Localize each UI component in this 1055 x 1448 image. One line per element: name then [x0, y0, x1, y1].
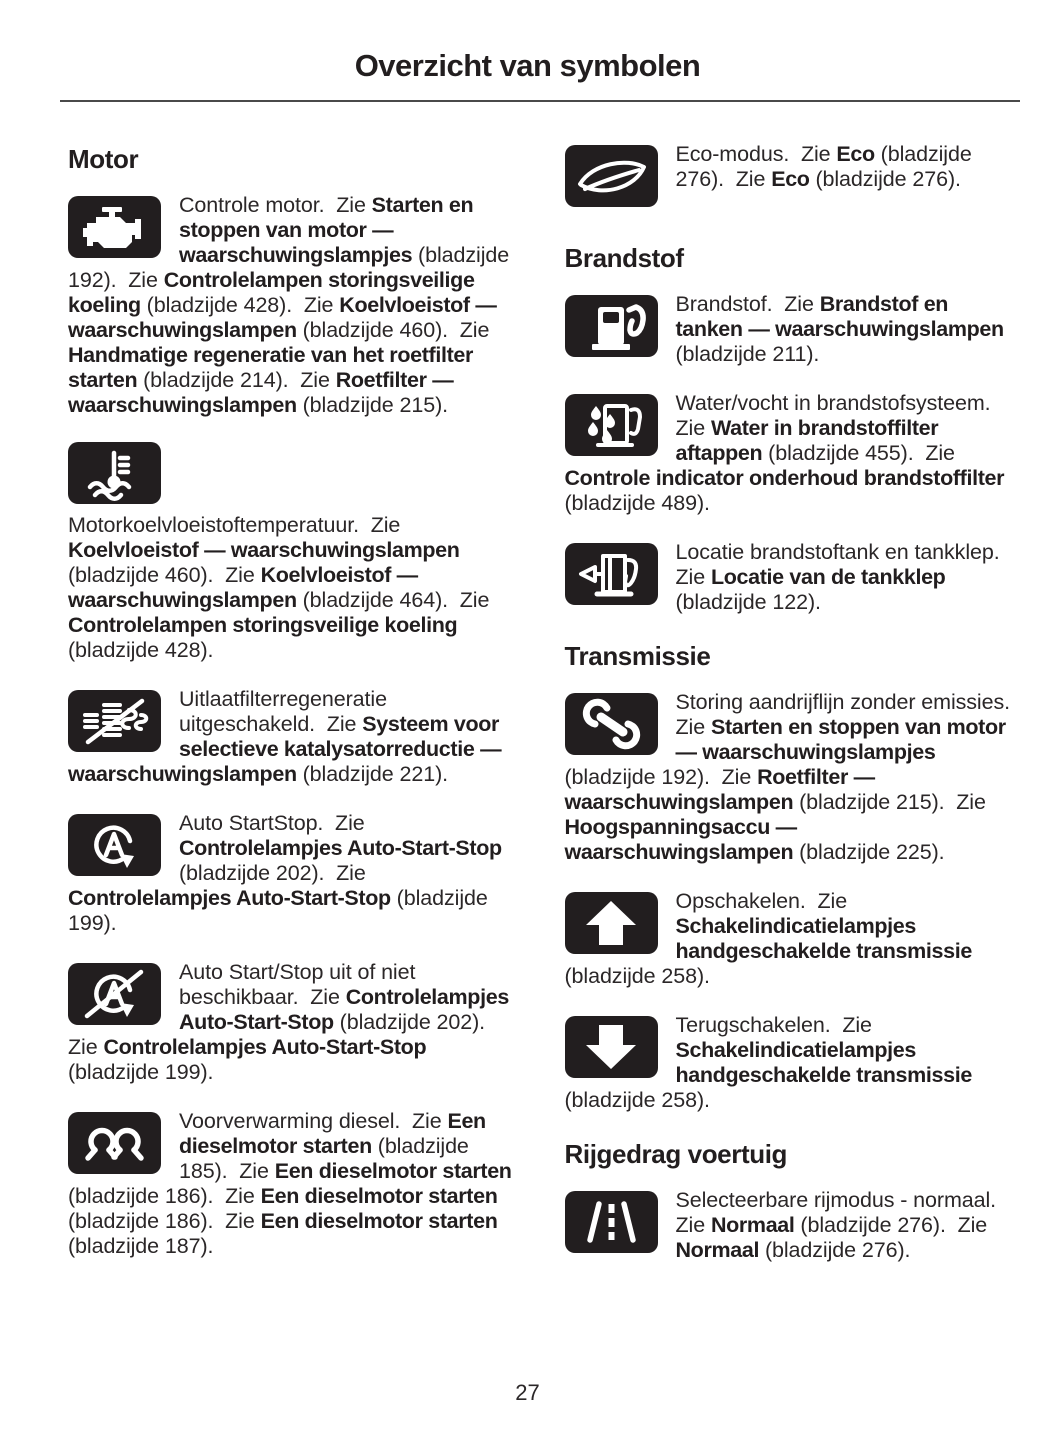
auto-start-stop-icon — [68, 814, 161, 876]
symbol-text: Uitlaatfilterregeneratie uitgeschakeld. Zie Systeem voor selectieve katalysatorreductie — waarschuwingslampen (bladzijde 221). — [68, 687, 507, 786]
section-heading-brandstof: Brandstof — [564, 243, 684, 273]
symbol-entry-check-engine — [68, 193, 523, 418]
symbol-description — [565, 292, 1020, 367]
symbol-entry-powertrain-fault — [565, 690, 1020, 865]
symbol-description — [68, 193, 523, 418]
symbol-text: Locatie brandstoftank en tankklep. Zie Locatie van de tankklep (bladzijde 122). — [675, 540, 1012, 614]
symbol-description — [565, 1188, 1020, 1263]
page-number: 27 — [515, 1380, 540, 1405]
symbol-entry-downshift — [565, 1013, 1020, 1113]
symbol-entry-fuel — [565, 292, 1020, 367]
left-column — [68, 142, 523, 1287]
symbol-description — [68, 1109, 523, 1259]
symbol-entry-water-in-fuel — [565, 391, 1020, 516]
fuel-pump-icon — [565, 295, 658, 357]
symbol-description — [565, 690, 1020, 865]
check-engine-icon — [68, 196, 161, 258]
symbol-entry-auto-start-stop — [68, 811, 523, 936]
symbol-description — [68, 811, 523, 936]
auto-start-stop-off-icon — [68, 963, 161, 1025]
symbol-text: Selecteerbare rijmodus - normaal. Zie Normaal (bladzijde 276). Zie Normaal (bladzijde 276). — [675, 1188, 1008, 1262]
water-in-fuel-icon — [565, 394, 658, 456]
section-heading-transmissie: Transmissie — [564, 641, 711, 671]
right-column — [565, 142, 1020, 1287]
page-title: Overzicht van symbolen — [354, 48, 701, 83]
fuel-tank-location-icon — [565, 543, 658, 605]
two-column-layout — [68, 142, 1022, 1287]
symbol-text: Controle motor. Zie Starten en stoppen van motor — waarschuwingslampjes (bladzijde 192). Zie Controlelampen storingsveilige koeling (bladzijde 428). Zie Koelvloeistof — waarschuwingslampen (bladzijde 460). Zie Handmatige regeneratie van het roetfilter starten (bladzijde 214). Zie Roetfilter — waarschuwingslampen (bladzijde 215). — [68, 193, 515, 417]
symbol-entry-upshift — [565, 889, 1020, 989]
symbol-entry-fuel-tank-location — [565, 540, 1020, 615]
symbol-text: Terugschakelen. Zie Schakelindicatielampjes handgeschakelde transmissie (bladzijde 258). — [564, 1013, 978, 1112]
downshift-arrow-icon — [565, 1016, 658, 1078]
symbol-entry-drive-mode-normal — [565, 1188, 1020, 1263]
symbol-description — [565, 1013, 1020, 1113]
exhaust-filter-disabled-icon — [68, 690, 161, 752]
upshift-arrow-icon — [565, 892, 658, 954]
symbol-description — [565, 889, 1020, 989]
symbol-entry-exhaust-filter — [68, 687, 523, 787]
symbol-entry-eco-mode — [565, 142, 1020, 217]
symbol-text: Water/vocht in brandstofsysteem. Zie Water in brandstoffilter aftappen (bladzijde 455). Zie Controle indicator onderhoud brandstoffilter (bladzijde 489). — [564, 391, 1011, 515]
section-heading-rijgedrag: Rijgedrag voertuig — [564, 1139, 787, 1169]
symbol-description — [565, 391, 1020, 516]
glow-plug-icon — [68, 1112, 161, 1174]
road-icon — [565, 1191, 658, 1253]
symbol-text: Motorkoelvloeistoftemperatuur. Zie Koelvloeistof — waarschuwingslampen (bladzijde 460). Zie Koelvloeistof — waarschuwingslampen (bladzijde 464). Zie Controlelampen storingsveilige koeling (bladzijde 428). — [68, 513, 496, 662]
symbol-entry-glow-plug — [68, 1109, 523, 1259]
symbol-entry-coolant-temperature — [68, 442, 523, 663]
symbol-text: Voorverwarming diesel. Zie Een dieselmotor starten (bladzijde 185). Zie Een dieselmotor starten (bladzijde 186). Zie Een dieselmotor starten (bladzijde 186). Zie Een dieselmotor starten (bladzijde 187). — [68, 1109, 518, 1258]
symbol-text: Eco-modus. Zie Eco (bladzijde 276). Zie Eco (bladzijde 276). — [675, 142, 978, 191]
symbol-entry-auto-start-stop-off — [68, 960, 523, 1085]
section-heading-motor: Motor — [68, 144, 139, 174]
symbol-description — [68, 442, 523, 663]
symbol-description — [565, 142, 1020, 192]
symbol-description — [68, 687, 523, 787]
symbol-text: Auto Start/Stop uit of niet beschikbaar. Zie Controlelampjes Auto-Start-Stop (bladzijde 202). Zie Controlelampjes Auto-Start-Stop (bladzijde 199). — [68, 960, 514, 1084]
symbol-description — [565, 540, 1020, 615]
wrench-icon — [565, 693, 658, 755]
symbol-text: Brandstof. Zie Brandstof en tanken — waarschuwingslampen (bladzijde 211). — [675, 292, 1010, 366]
title-divider — [60, 100, 1020, 102]
symbol-text: Opschakelen. Zie Schakelindicatielampjes handgeschakelde transmissie (bladzijde 258). — [564, 889, 978, 988]
symbol-text: Auto StartStop. Zie Controlelampjes Auto-Start-Stop (bladzijde 202). Zie Controlelampjes Auto-Start-Stop (bladzijde 199). — [68, 811, 508, 935]
symbol-description — [68, 960, 523, 1085]
symbol-text: Storing aandrijflijn zonder emissies. Zie Starten en stoppen van motor — waarschuwingslampjes (bladzijde 192). Zie Roetfilter — waarschuwingslampen (bladzijde 215). Zie Hoogspanningsaccu — waarschuwingslampen (bladzijde 225). — [564, 690, 1022, 864]
eco-leaf-icon — [565, 145, 658, 207]
coolant-temperature-icon — [68, 442, 161, 504]
